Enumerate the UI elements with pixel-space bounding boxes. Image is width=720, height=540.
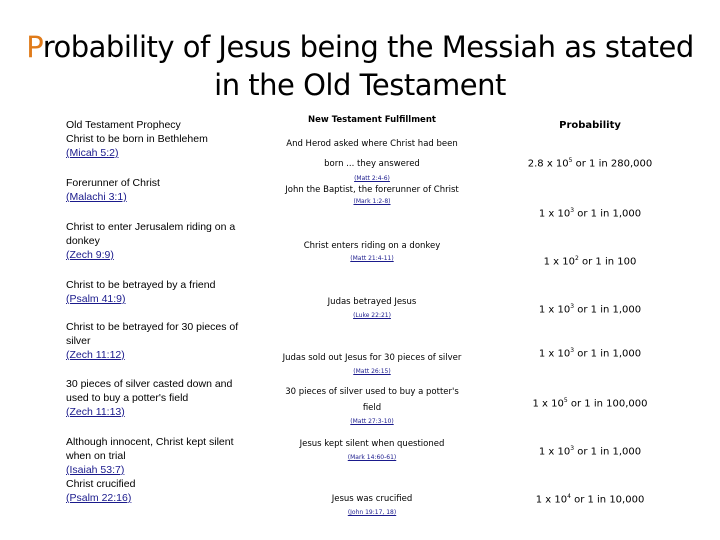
nt-text: Jesus kept silent when questioned <box>299 439 445 449</box>
title-line1: robability of Jesus being the Messiah as stated <box>42 30 694 64</box>
nt-text: 30 pieces of silver used to buy a potter's <box>285 387 459 397</box>
probability-value: 2.8 x $10^5$ or 1 in 280,000 <box>527 157 653 170</box>
ot-ref-link[interactable]: (Isaiah 53:7) <box>66 464 125 476</box>
nt-item <box>272 384 472 428</box>
nt-ref-link[interactable]: (Mark 1:2-8) <box>353 198 391 205</box>
nt-text: field <box>362 403 382 413</box>
probability-value: 1 x $10^4$ or 1 in 10,000 <box>535 493 645 506</box>
nt-ref-link[interactable]: (Mark 14:60-61) <box>347 454 397 461</box>
nt-item <box>272 493 472 521</box>
nt-ref-link[interactable]: (Matt 27:3-10) <box>350 418 394 425</box>
probability-value: 1 x $10^5$ or 1 in 100,000 <box>532 397 648 410</box>
ot-item <box>66 320 256 362</box>
nt-item <box>272 240 472 266</box>
title-line2: in the Old Testament <box>214 68 506 102</box>
nt-text: Jesus was crucified <box>331 494 413 504</box>
ot-item <box>66 377 256 419</box>
ot-item <box>66 132 256 160</box>
ot-item <box>66 220 256 262</box>
ot-text: Christ to enter Jerusalem riding on a donkey <box>66 221 236 247</box>
ot-text: Christ to be betrayed for 30 pieces of silver <box>66 321 239 347</box>
nt-ref-link[interactable]: (John 19:17, 18) <box>347 509 397 516</box>
probability-value: 1 x $10^2$ or 1 in 100 <box>543 255 637 268</box>
prob-column-header: Probability <box>559 120 621 131</box>
nt-text: And Herod asked where Christ had been <box>286 139 458 149</box>
ot-text: Christ crucified <box>66 478 136 490</box>
ot-text: 30 pieces of silver casted down and used to buy a potter's field <box>66 378 233 404</box>
ot-ref-link[interactable]: (Zech 11:13) <box>66 406 125 418</box>
probability-value: 1 x $10^3$ or 1 in 1,000 <box>538 347 642 360</box>
nt-column-header: New Testament Fulfillment <box>308 115 436 125</box>
nt-item <box>272 134 472 184</box>
nt-text: born ... they answered <box>324 159 420 169</box>
nt-item <box>272 184 472 208</box>
ot-ref-link[interactable]: (Micah 5:2) <box>66 147 119 159</box>
probability-value: 1 x $10^3$ or 1 in 1,000 <box>538 207 642 220</box>
probability-value: 1 x $10^3$ or 1 in 1,000 <box>538 445 642 458</box>
ot-ref-link[interactable]: (Psalm 41:9) <box>66 293 126 305</box>
ot-text: Forerunner of Christ <box>66 177 160 189</box>
ot-ref-link[interactable]: (Psalm 22:16) <box>66 492 132 504</box>
ot-item <box>66 278 256 306</box>
ot-text: Although innocent, Christ kept silent when on trial <box>66 436 234 462</box>
ot-column-header: Old Testament Prophecy <box>66 119 181 131</box>
nt-text: John the Baptist, the forerunner of Christ <box>285 185 459 195</box>
nt-text: Judas sold out Jesus for 30 pieces of silver <box>282 353 462 363</box>
slide-title <box>0 28 720 104</box>
nt-text: Christ enters riding on a donkey <box>303 241 441 251</box>
title-first-letter: P <box>26 30 43 64</box>
ot-ref-link[interactable]: (Malachi 3:1) <box>66 191 127 203</box>
ot-text: Christ to be betrayed by a friend <box>66 279 216 291</box>
ot-item <box>66 176 256 204</box>
ot-item <box>66 435 256 505</box>
nt-ref-link[interactable]: (Matt 21:4-11) <box>350 255 394 262</box>
nt-ref-link[interactable]: (Luke 22:21) <box>353 312 391 319</box>
ot-text: Christ to be born in Bethlehem <box>66 133 208 145</box>
ot-ref-link[interactable]: (Zech 11:12) <box>66 349 125 361</box>
nt-text: Judas betrayed Jesus <box>327 297 417 307</box>
nt-ref-link[interactable]: (Matt 2:4-6) <box>354 175 390 182</box>
probability-value: 1 x $10^3$ or 1 in 1,000 <box>538 303 642 316</box>
nt-item <box>272 438 472 466</box>
ot-ref-link[interactable]: (Zech 9:9) <box>66 249 114 261</box>
nt-item <box>272 352 472 380</box>
nt-item <box>272 296 472 324</box>
nt-ref-link[interactable]: (Matt 26:15) <box>353 368 391 375</box>
